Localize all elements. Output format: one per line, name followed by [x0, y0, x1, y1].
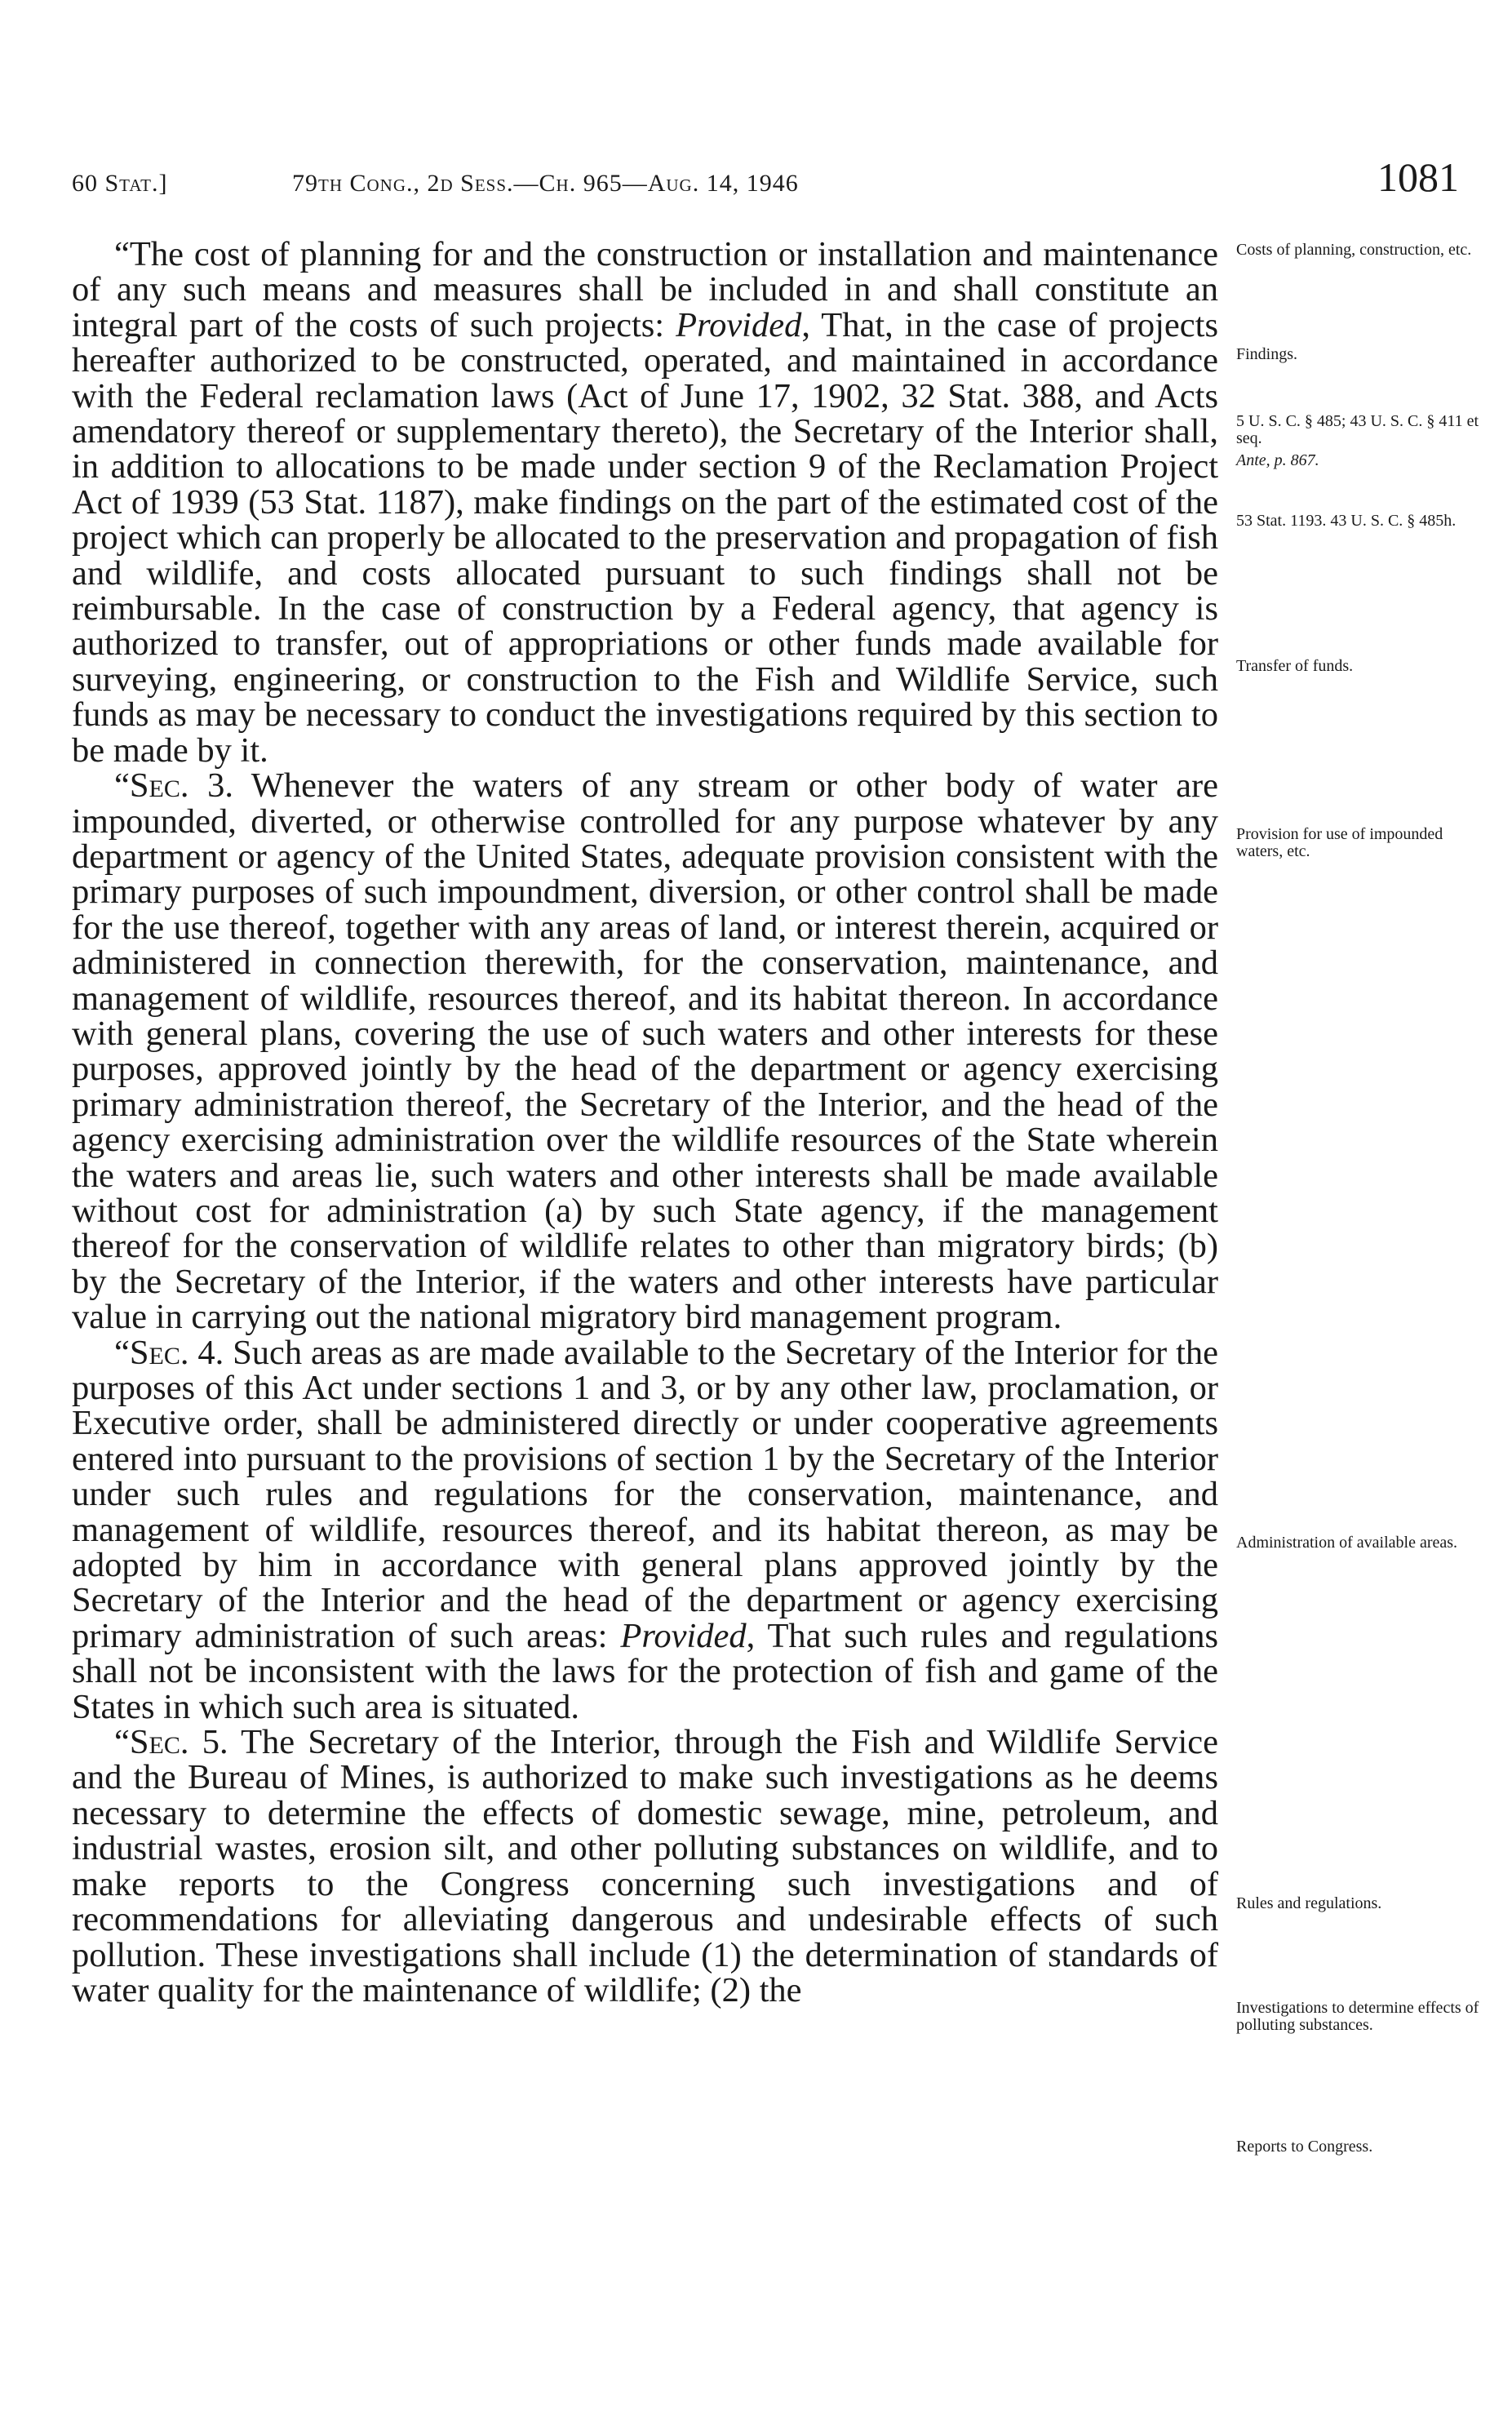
paragraph-sec-3: [72, 768, 1218, 1335]
margin-note-findings: Findings.: [1236, 345, 1298, 363]
section-label: Sec.: [129, 1723, 189, 1762]
text-run: “: [114, 1333, 130, 1372]
page-number: 1081: [1377, 154, 1459, 200]
text-run: , That such rules and regulations shall not be inconsistent with the laws for the protection of fish and game of the States in which such area is situated.: [72, 1616, 1219, 1726]
text-run: 4. Such areas as are made available to the Secretary of the Interior for the purposes of this Act under sections 1 and 3, or by any other law, proclamation, or Executive order, shall be administered directly or under cooperative agreements entered into pursuant to the provisions of section 1 by the Secretary of the Interior under such rules and regulations for the conservation, maintenance, and management of wildlife, resources thereof, and its habitat thereon, as may be adopted by him in accordance with general plans approved jointly by the Secretary of the Interior and the head of the department or agency exercising primary administration of such areas:: [72, 1333, 1218, 1655]
paragraph-sec-5: [72, 1725, 1218, 2008]
paragraph-costs: [72, 237, 1218, 768]
text-run: 3. Whenever the waters of any stream or other body of water are impounded, diverted, or otherwise controlled for any purpose whatever by any department or agency of the United States, adequate provision consistent with the primary purposes of such impoundment, diversion, or other control shall be made for the use thereof, together with any areas of land, or interest therein, acquired or administered in connection therewith, for the conservation, maintenance, and management of wildlife, resources thereof, and its habitat thereon. In accordance with general plans, covering the use of such waters and other interests for these purposes, approved jointly by the head of the department or agency exercising primary administration thereof, the Secretary of the Interior, and the head of the agency exercising administration over the wildlife resources of the State wherein the waters and areas lie, such waters and other interests shall be made available without cost for administration (a) by such State agency, if the management thereof for the conservation of wildlife relates to other than migratory birds; (b) by the Secretary of the Interior, if the waters and other interests have particular value in carrying out the national migratory bird management program.: [72, 766, 1218, 1337]
text-run: , That, in the case of projects hereafter authorized to be constructed, operated, and maintained in accordance with the Federal reclamation laws (Act of June 17, 1902, 32 Stat. 388, and Acts amendatory thereof or supplementary thereto), the Secretary of the Interior shall, in addition to allocations to be made under section 9 of the Reclamation Project Act of 1939 (53 Stat. 1187), make findings on the part of the estimated cost of the project which can properly be allocated to the preservation and propagation of fish and wildlife, and costs allocated pursuant to such findings shall not be reimbursable. In the case of construction by a Federal agency, that agency is authorized to transfer, out of appropriations or other funds made available for surveying, engineering, or construction to the Fish and Wildlife Service, such funds as may be necessary to conduct the investigations required by this section to be made by it.: [72, 305, 1218, 770]
section-label: Sec.: [129, 1333, 189, 1372]
margin-note-administration: Administration of available areas.: [1236, 1534, 1458, 1552]
margin-note-impounded: Provision for use of impounded waters, etc.: [1236, 825, 1443, 860]
proviso-italic: Provided: [620, 1616, 747, 1655]
text-run: “: [114, 766, 130, 806]
margin-note-costs: Costs of planning, construction, etc.: [1236, 241, 1472, 259]
margin-note-53-stat: 53 Stat. 1193. 43 U. S. C. § 485h.: [1236, 512, 1457, 530]
paragraph-sec-4: [72, 1335, 1218, 1725]
margin-note-ante: Ante, p. 867.: [1236, 451, 1319, 469]
margin-note-rules: Rules and regulations.: [1236, 1894, 1382, 1912]
section-label: Sec.: [129, 766, 189, 806]
statute-body: [72, 237, 1218, 2008]
margin-note-investigations: Investigations to determine effects of polluting substances.: [1236, 1999, 1479, 2034]
text-run: “The cost of planning for and the construction or installation and maintenance of any such means and measures shall be included in and shall constitute an integral part of the costs of such projects:: [72, 235, 1218, 344]
session-chapter-date: 79th Cong., 2d Sess.—Ch. 965—Aug. 14, 1946: [292, 170, 799, 197]
margin-note-transfer: Transfer of funds.: [1236, 657, 1354, 675]
text-run: “: [114, 1723, 130, 1762]
page-header: [72, 153, 1475, 211]
margin-note-reports: Reports to Congress.: [1236, 2138, 1373, 2156]
volume-reference: 60 Stat.]: [72, 170, 168, 197]
margin-note-usc-485: 5 U. S. C. § 485; 43 U. S. C. § 411 et seq.: [1236, 412, 1479, 447]
text-run: 5. The Secretary of the Interior, through the Fish and Wildlife Service and the Bureau of Mines, is authorized to make such investigations as he deems necessary to determine the effects of domestic sewage, mine, petroleum, and industrial wastes, erosion silt, and other polluting substances on wildlife, and to make reports to the Congress concerning such investigations and of recommendations for alleviating dangerous and undesirable effects of such pollution. These investigations shall include (1) the determination of standards of water quality for the maintenance of wildlife; (2) the: [72, 1723, 1218, 2009]
proviso-italic: Provided: [676, 305, 802, 344]
